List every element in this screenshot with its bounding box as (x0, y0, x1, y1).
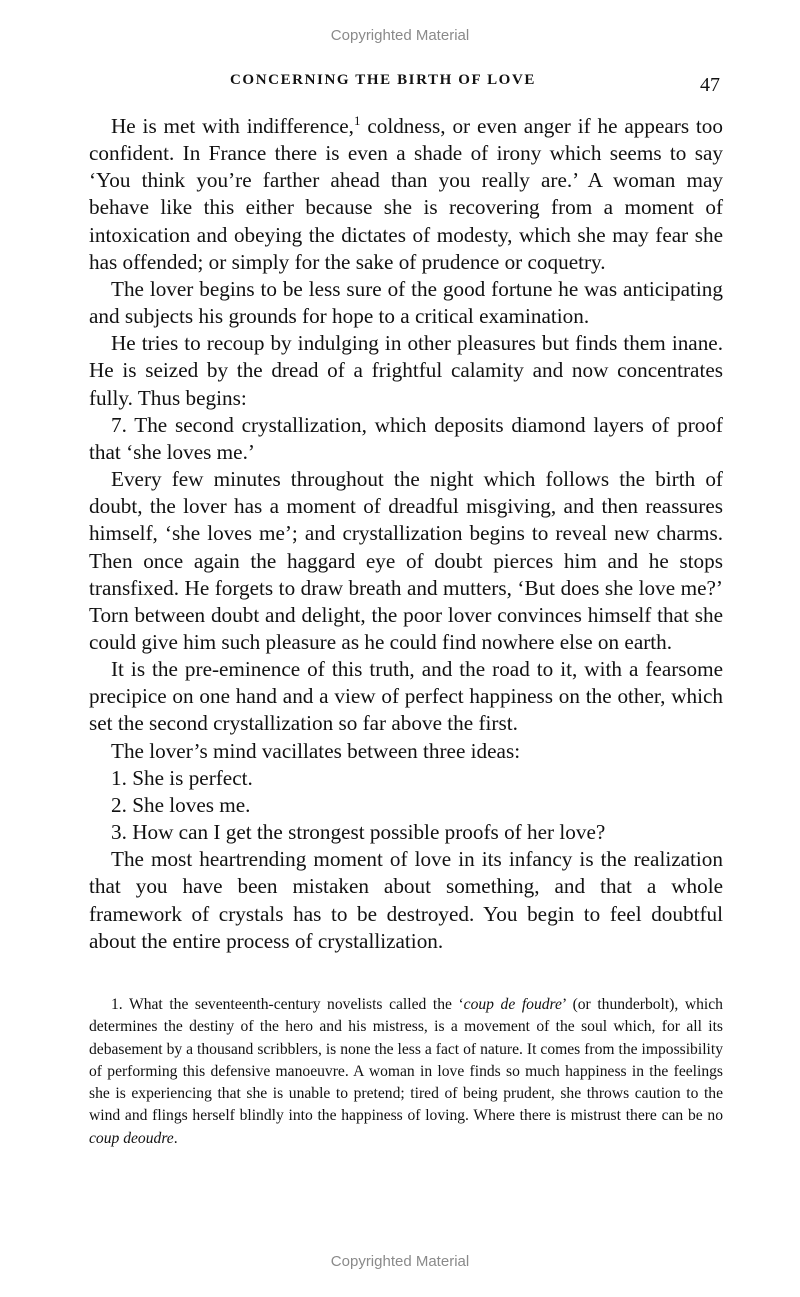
paragraph-3: He tries to recoup by indulging in other pleasures but finds them inane. He is seized by the dread of a frightful calamity and now concentrates fully. Thus begins: (89, 331, 723, 410)
footnote-term-coup-de-foudre: coup de foudre (463, 996, 562, 1013)
list-item-2: 2. She loves me. (111, 792, 251, 817)
footnote-1 (89, 994, 723, 1150)
page-number: 47 (700, 74, 720, 96)
list-item-3: 3. How can I get the strongest possible proofs of her love? (111, 820, 606, 845)
body-text (89, 113, 723, 955)
footnote-term-coup-deoudre: coup deoudre (89, 1129, 174, 1147)
paragraph-4: 7. The second crystallization, which deposits diamond layers of proof that ‘she loves me.’ (89, 412, 723, 464)
list-item-1: 1. She is perfect. (111, 765, 253, 790)
paragraph-1-start: He is met with indifference, (111, 114, 354, 138)
running-head-title: CONCERNING THE BIRTH OF LOVE (230, 72, 536, 88)
paragraph-2: The lover begins to be less sure of the good fortune he was anticipating and subjects his grounds for hope to a critical examination. (89, 276, 723, 329)
footnote-marker: 1 (353, 112, 361, 128)
footnote-body: ’ (or thunderbolt), which determines the destiny of the hero and his mistress, is a movement of the soul which, for all its debasement by a thousand scribblers, is none the less a fact of nature. It comes from the impossibility of performing this defensive manoeuvre. A woman in love finds so much happiness in the feelings she is experiencing that she is unable to pretend; tired of being prudent, she throws caution to the wind and flings herself blindly into the happiness of loving. Where there is mistrust there can be no (89, 996, 723, 1125)
paragraph-1-rest: coldness, or even anger if he appears too confident. In France there is even a shade of irony which seems to say ‘You think you’re farther ahead than you really are.’ A woman may behave like this either because she is recovering from a moment of intoxication and obeying the dictates of modesty, which she may fear she has offended; or simply for the sake of prudence or coquetry. (89, 114, 723, 274)
paragraph-6: It is the pre-eminence of this truth, and the road to it, with a fearsome precipice on one hand and a view of perfect happiness on the other, which set the second crystallization so far above the first. (89, 657, 723, 736)
watermark-top: Copyrighted Material (330, 27, 470, 44)
paragraph-7: The lover’s mind vacillates between three ideas: (111, 738, 521, 763)
footnote (89, 994, 723, 1150)
footnote-lead: 1. What the seventeenth-century novelists called the ‘ (111, 996, 464, 1013)
footnote-end: . (173, 1129, 178, 1147)
paragraph-5: Every few minutes throughout the night which follows the birth of doubt, the lover has a moment of dreadful misgiving, and then reassures himself, ‘she loves me’; and crystallization begins to reveal new charms. Then once again the haggard eye of doubt pierces him and he stops transfixed. He forgets to draw breath and mutters, ‘But does she love me?’ Torn between doubt and delight, the poor lover convinces himself that she could give him such pleasure as he could find nowhere else on earth. (89, 467, 723, 654)
paragraph-8: The most heartrending moment of love in its infancy is the realization that you have been mistaken about something, and that a whole framework of crystals has to be destroyed. You begin to feel doubtful about the entire process of crystallization. (89, 847, 723, 953)
watermark-bottom: Copyrighted Material (330, 1253, 470, 1270)
paragraph-1 (89, 113, 723, 276)
